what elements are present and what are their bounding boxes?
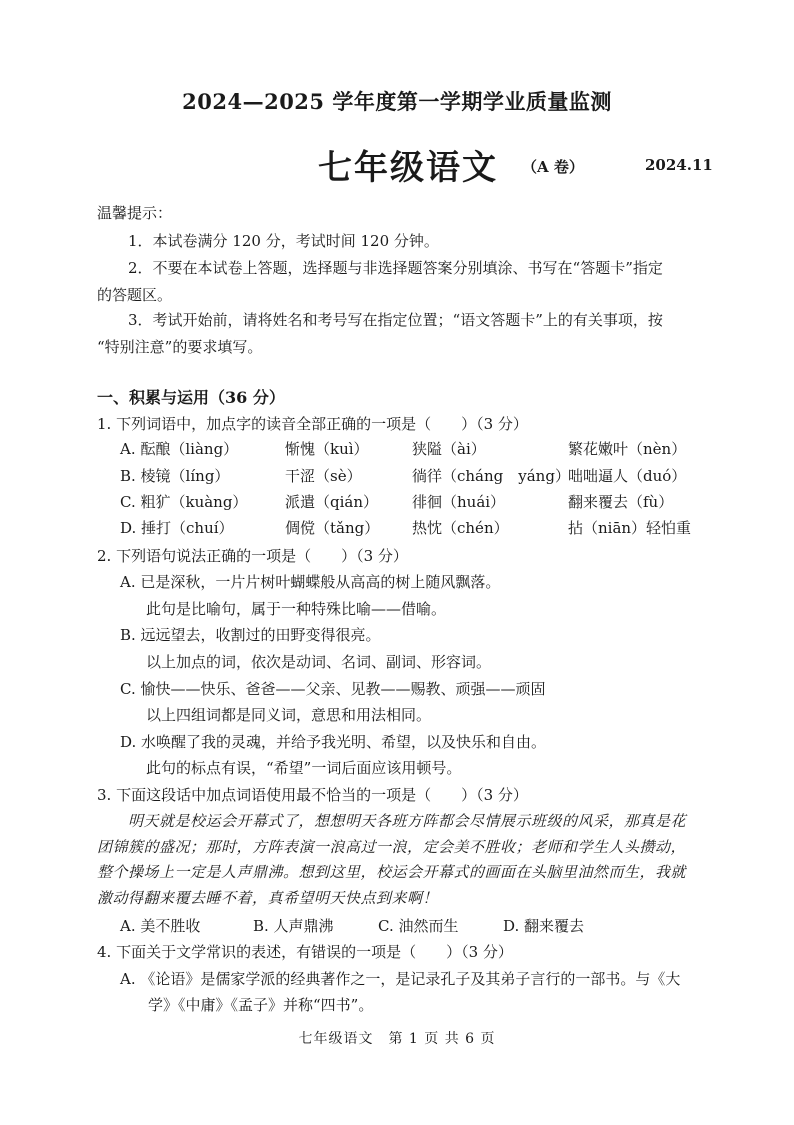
q2-option-c: C. 愉快——快乐、爸爸——父亲、见教——赐教、顽强——顽固: [120, 680, 546, 698]
q1-option: C. 粗犷（kuàng）: [120, 493, 248, 511]
q2-option-a-note: 此句是比喻句，属于一种特殊比喻——借喻。: [146, 600, 447, 618]
q1-option: 徜徉（cháng yáng）: [412, 467, 570, 485]
exam-title: 2024—2025 学年度第一学期学业质量监测: [182, 89, 612, 114]
q3-option: C. 油然而生: [378, 917, 459, 935]
notice-item-2: 2．不要在本试卷上答题，选择题与非选择题答案分别填涂、书写在“答题卡”指定: [128, 259, 663, 277]
notice-item-3-cont: “特别注意”的要求填写。: [97, 338, 263, 356]
q2-option-b-note: 以上加点的词，依次是动词、名词、副词、形容词。: [146, 653, 492, 671]
q1-option: 狭隘（ài）: [412, 440, 486, 458]
q1-option: 徘徊（huái）: [412, 493, 506, 511]
q3-passage-line: 激动得翻来覆去睡不着，真希望明天快点到来啊！: [97, 889, 439, 907]
q1-option: 翻来覆去（fù）: [568, 493, 674, 511]
q1-option: 惭愧（kuì）: [285, 440, 369, 458]
q2-option-c-note: 以上四组词都是同义词，意思和用法相同。: [146, 706, 432, 724]
q1-option: A. 酝酿（liàng）: [120, 440, 239, 458]
q1-option: 热忱（chén）: [412, 519, 509, 537]
q3-stem: 3. 下面这段话中加点词语使用最不恰当的一项是（ ）（3 分）: [97, 786, 528, 804]
q3-option: D. 翻来覆去: [503, 917, 585, 935]
q2-stem: 2. 下列语句说法正确的一项是（ ）（3 分）: [97, 547, 408, 565]
notice-item-2-cont: 的答题区。: [97, 286, 173, 304]
q3-passage-line: 整个操场上一定是人声鼎沸。想到这里，校运会开幕式的画面在头脑里油然而生，我就: [97, 863, 687, 881]
q1-option: D. 捶打（chuí）: [120, 519, 234, 537]
q2-option-a: A. 已是深秋，一片片树叶蝴蝶般从高高的树上随风飘落。: [120, 573, 501, 591]
q4-stem: 4. 下面关于文学常识的表述，有错误的一项是（ ）（3 分）: [97, 943, 513, 961]
q1-option: 派遣（qián）: [285, 493, 379, 511]
section-1-title: 一、积累与运用（36 分）: [97, 388, 285, 407]
q3-passage-line: 团锦簇的盛况；那时，方阵表演一浪高过一浪，定会美不胜收；老师和学生人头攒动，: [97, 838, 687, 856]
subject-title: 七年级语文: [318, 148, 498, 188]
q3-option: A. 美不胜收: [120, 917, 201, 935]
notice-item-3: 3．考试开始前，请将姓名和考号写在指定位置；“语文答题卡”上的有关事项，按: [128, 311, 663, 329]
q1-option: 咄咄逼人（duó）: [568, 467, 687, 485]
page-footer: 七年级语文 第 1 页 共 6 页: [298, 1031, 496, 1047]
notice-item-1: 1．本试卷满分 120 分，考试时间 120 分钟。: [128, 232, 439, 250]
q4-option-a-cont: 学》《中庸》《孟子》并称“四书”。: [148, 996, 374, 1014]
q1-option: 拈（niān）轻怕重: [568, 519, 692, 537]
q1-option: B. 棱镜（líng）: [120, 467, 230, 485]
q2-option-d-note: 此句的标点有误，“希望”一词后面应该用顿号。: [146, 759, 462, 777]
q3-passage-line: 明天就是校运会开幕式了，想想明天各班方阵都会尽情展示班级的风采，那真是花: [128, 812, 687, 830]
exam-date: 2024.11: [645, 156, 713, 174]
paper-variant: （A 卷）: [522, 158, 584, 176]
q2-option-d: D. 水唤醒了我的灵魂，并给予我光明、希望，以及快乐和自由。: [120, 733, 547, 751]
q3-option: B. 人声鼎沸: [253, 917, 334, 935]
q1-option: 繁花嫩叶（nèn）: [568, 440, 687, 458]
q1-option: 倜傥（tǎng）: [285, 519, 380, 537]
q1-option: 干涩（sè）: [285, 467, 362, 485]
notice-heading: 温馨提示：: [97, 204, 173, 222]
q2-option-b: B. 远远望去，收割过的田野变得很亮。: [120, 626, 381, 644]
q1-stem: 1. 下列词语中，加点字的读音全部正确的一项是（ ）（3 分）: [97, 415, 528, 433]
q4-option-a: A. 《论语》是儒家学派的经典著作之一，是记录孔子及其弟子言行的一部书。与《大: [120, 970, 681, 988]
